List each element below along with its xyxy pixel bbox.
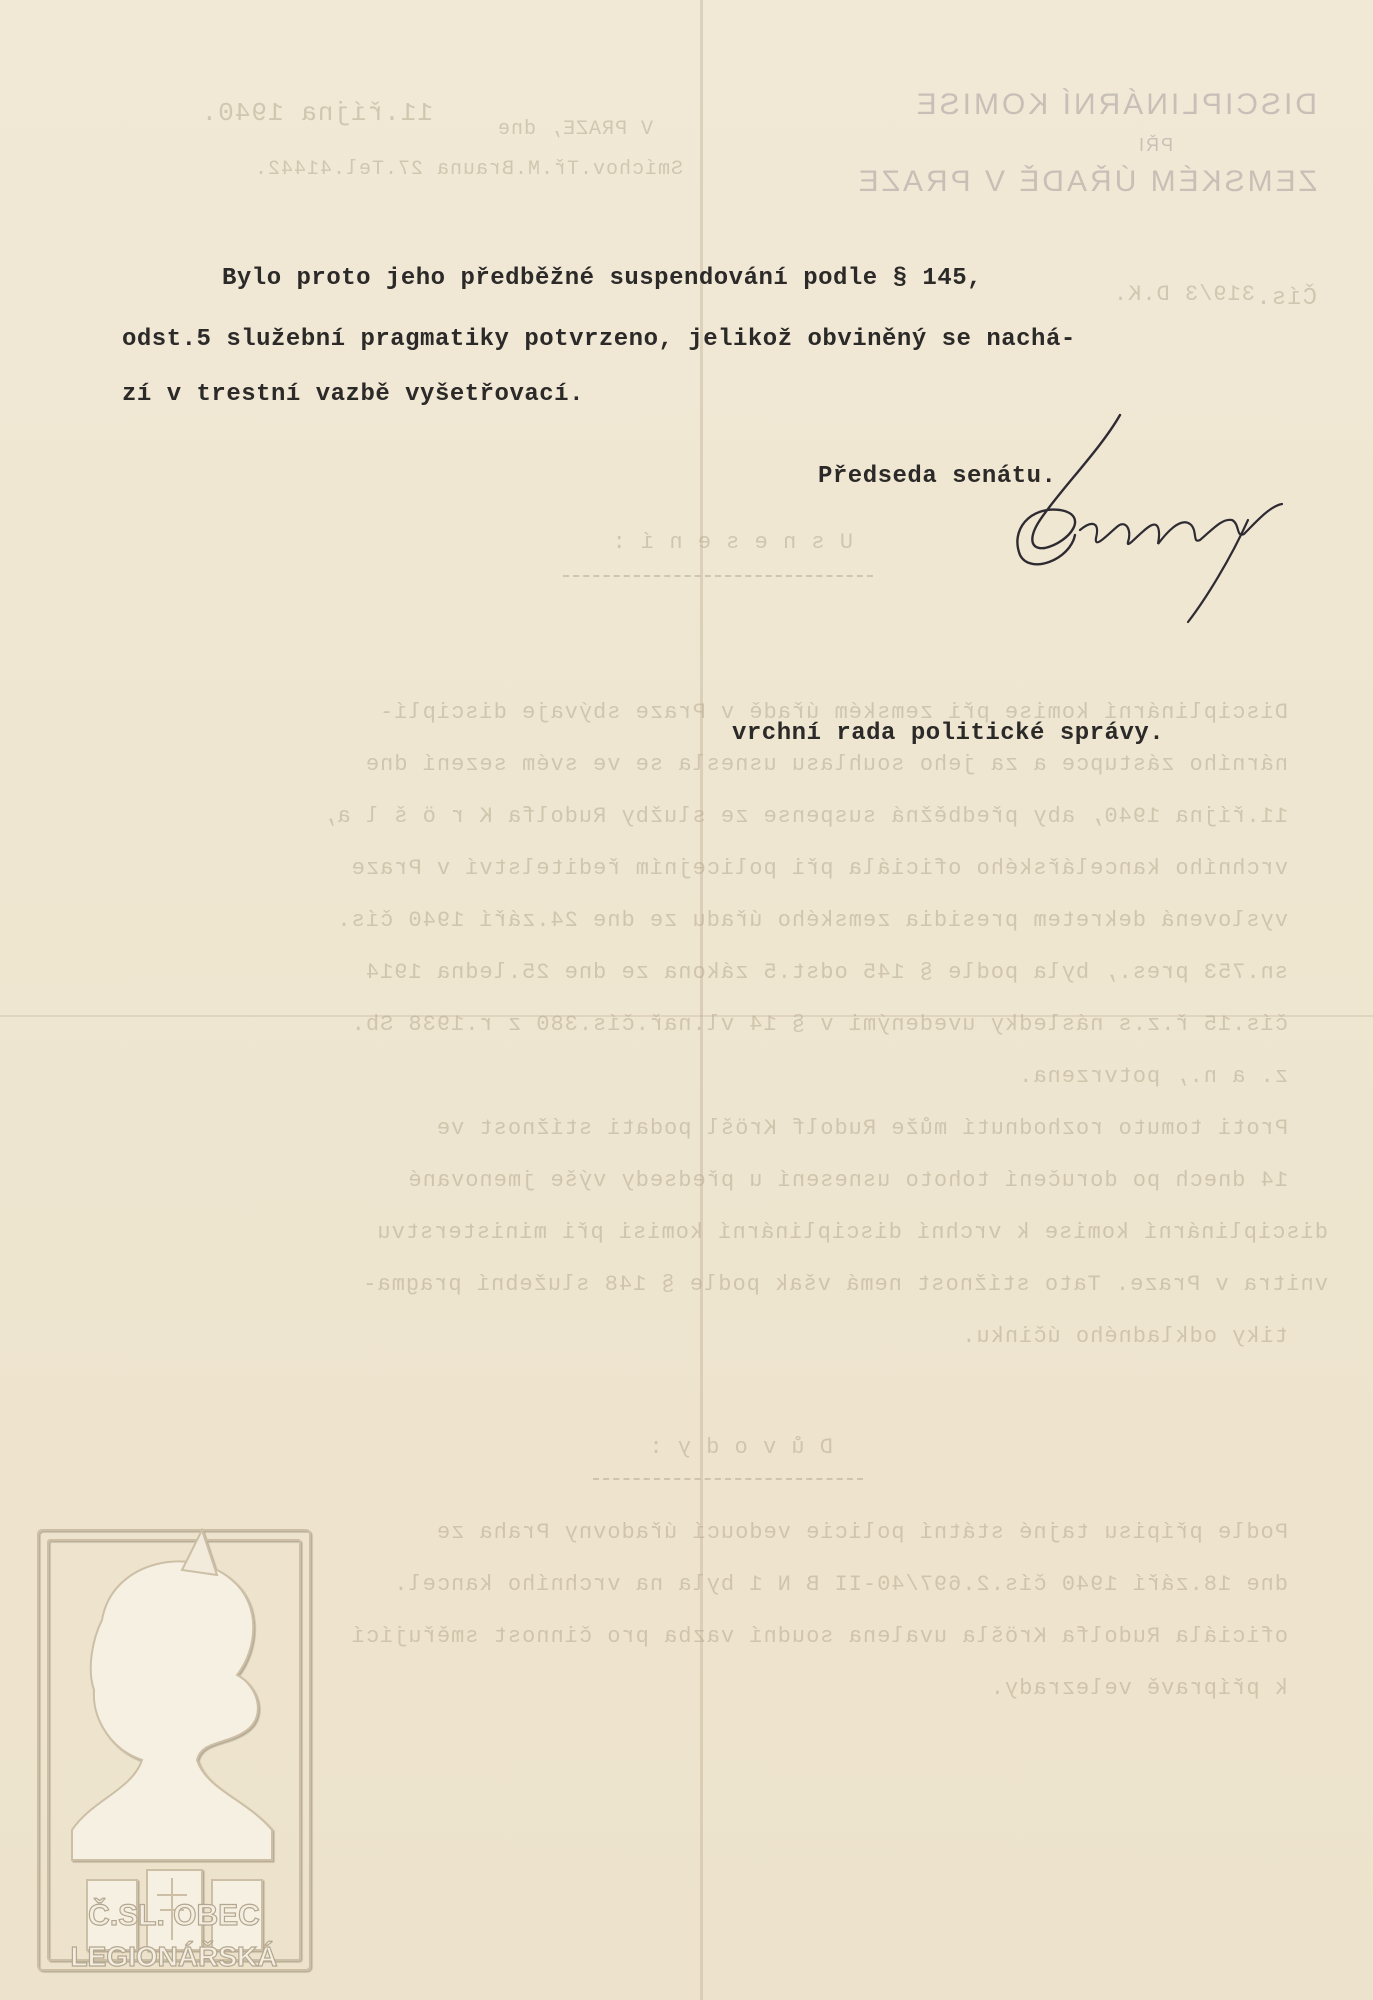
resolution-line: vyslovená dekretem presidia zemského úřadu ze dne 24.září 1940 čís. — [336, 908, 1288, 933]
resolution-line: tiky odkladného účinku. — [961, 1324, 1288, 1349]
reasons-heading: D ů v o d y : — [648, 1435, 833, 1460]
resolution-line: čís.15 ř.z.s následky uvedenými v § 14 vl.nař.čís.380 z r.1938 Sb. — [350, 1012, 1288, 1037]
resolution-line: disciplinární komise k vrchní disciplinární komisi při ministerstvu — [376, 1220, 1328, 1245]
reasons-heading-rule — [593, 1478, 863, 1480]
paragraph-line: zí v trestní vazbě vyšetřovací. — [122, 381, 584, 408]
letterhead-org-line3: ZEMSKÉM ÚŘADĚ V PRAZE — [855, 165, 1317, 198]
chair-label: Předseda senátu. — [818, 463, 1057, 490]
resolution-line: 14 dnech po doručení tohoto usnesení u předsedy výše jmenované — [407, 1168, 1288, 1193]
resolution-line: z. a n., potvrzena. — [1018, 1064, 1288, 1089]
stamp-line1: Č.SL. OBEC — [88, 1899, 260, 1932]
reasons-line: dne 18.září 1940 čís.2.697/40-II B N 1 byla na vrchního kancel. — [393, 1572, 1288, 1597]
resolution-heading-rule — [563, 575, 873, 577]
paragraph-line: odst.5 služební pragmatiky potvrzeno, jelikož obviněný se nachá- — [122, 326, 1076, 353]
resolution-line: Proti tomuto rozhodnutí může Rudolf Kröšl podati stížnost ve — [435, 1116, 1288, 1141]
letterhead-address: Smíchov.Tř.M.Brauna 27.Tel.41442. — [253, 158, 683, 181]
resolution-line: Disciplinární komise při zemském úřadě v Praze sbývaje disciplí- — [379, 700, 1288, 725]
reasons-line: k přípravě velezrady. — [989, 1676, 1288, 1701]
reasons-line: Podle přípisu tajné státní policie vedoucí úřadovny Praha ze — [435, 1520, 1288, 1545]
resolution-line: nárního zástupce a za jeho souhlasu usnesla se ve svém sezení dne — [364, 752, 1288, 777]
letterhead-date: 11.října 1940. — [200, 98, 433, 128]
letterhead-org-line2: PŘI — [1136, 135, 1173, 155]
letterhead-org-line1: DISCIPLINÁRNÍ KOMISE — [913, 88, 1317, 121]
resolution-heading: U s n e s e n í : — [611, 530, 853, 555]
resolution-line: 11.října 1940, aby předběžná suspense ze služby Rudolfa K r ö š l a, — [322, 804, 1288, 829]
handwritten-signature — [1000, 410, 1290, 630]
letterhead-ref-number: 319/3 D.K. — [1112, 282, 1255, 307]
resolution-line: sn.753 pres., byla podle § 145 odst.5 zákona ze dne 25.ledna 1914 — [364, 960, 1288, 985]
reasons-line: oficiála Rudolfa Kröšla uvalena soudní vazba pro činnost směřující — [350, 1624, 1288, 1649]
title-line: vrchní rada politické správy. — [732, 720, 1165, 747]
legion-watermark-stamp — [32, 1500, 317, 1980]
letterhead-place-date: V PRAZE, dne — [496, 118, 653, 141]
letterhead-ref-label: Čís. — [1255, 285, 1317, 312]
resolution-line: vnitra v Praze. Tato stížnost nemá však podle § 148 služební pragma- — [362, 1272, 1328, 1297]
paragraph-line: Bylo proto jeho předběžné suspendování podle § 145, — [222, 265, 983, 292]
stamp-line2: LEGIONÁŘSKÁ — [70, 1941, 278, 1972]
resolution-line: vrchního kancelářského oficiála při policejním ředitelství v Praze — [350, 856, 1288, 881]
